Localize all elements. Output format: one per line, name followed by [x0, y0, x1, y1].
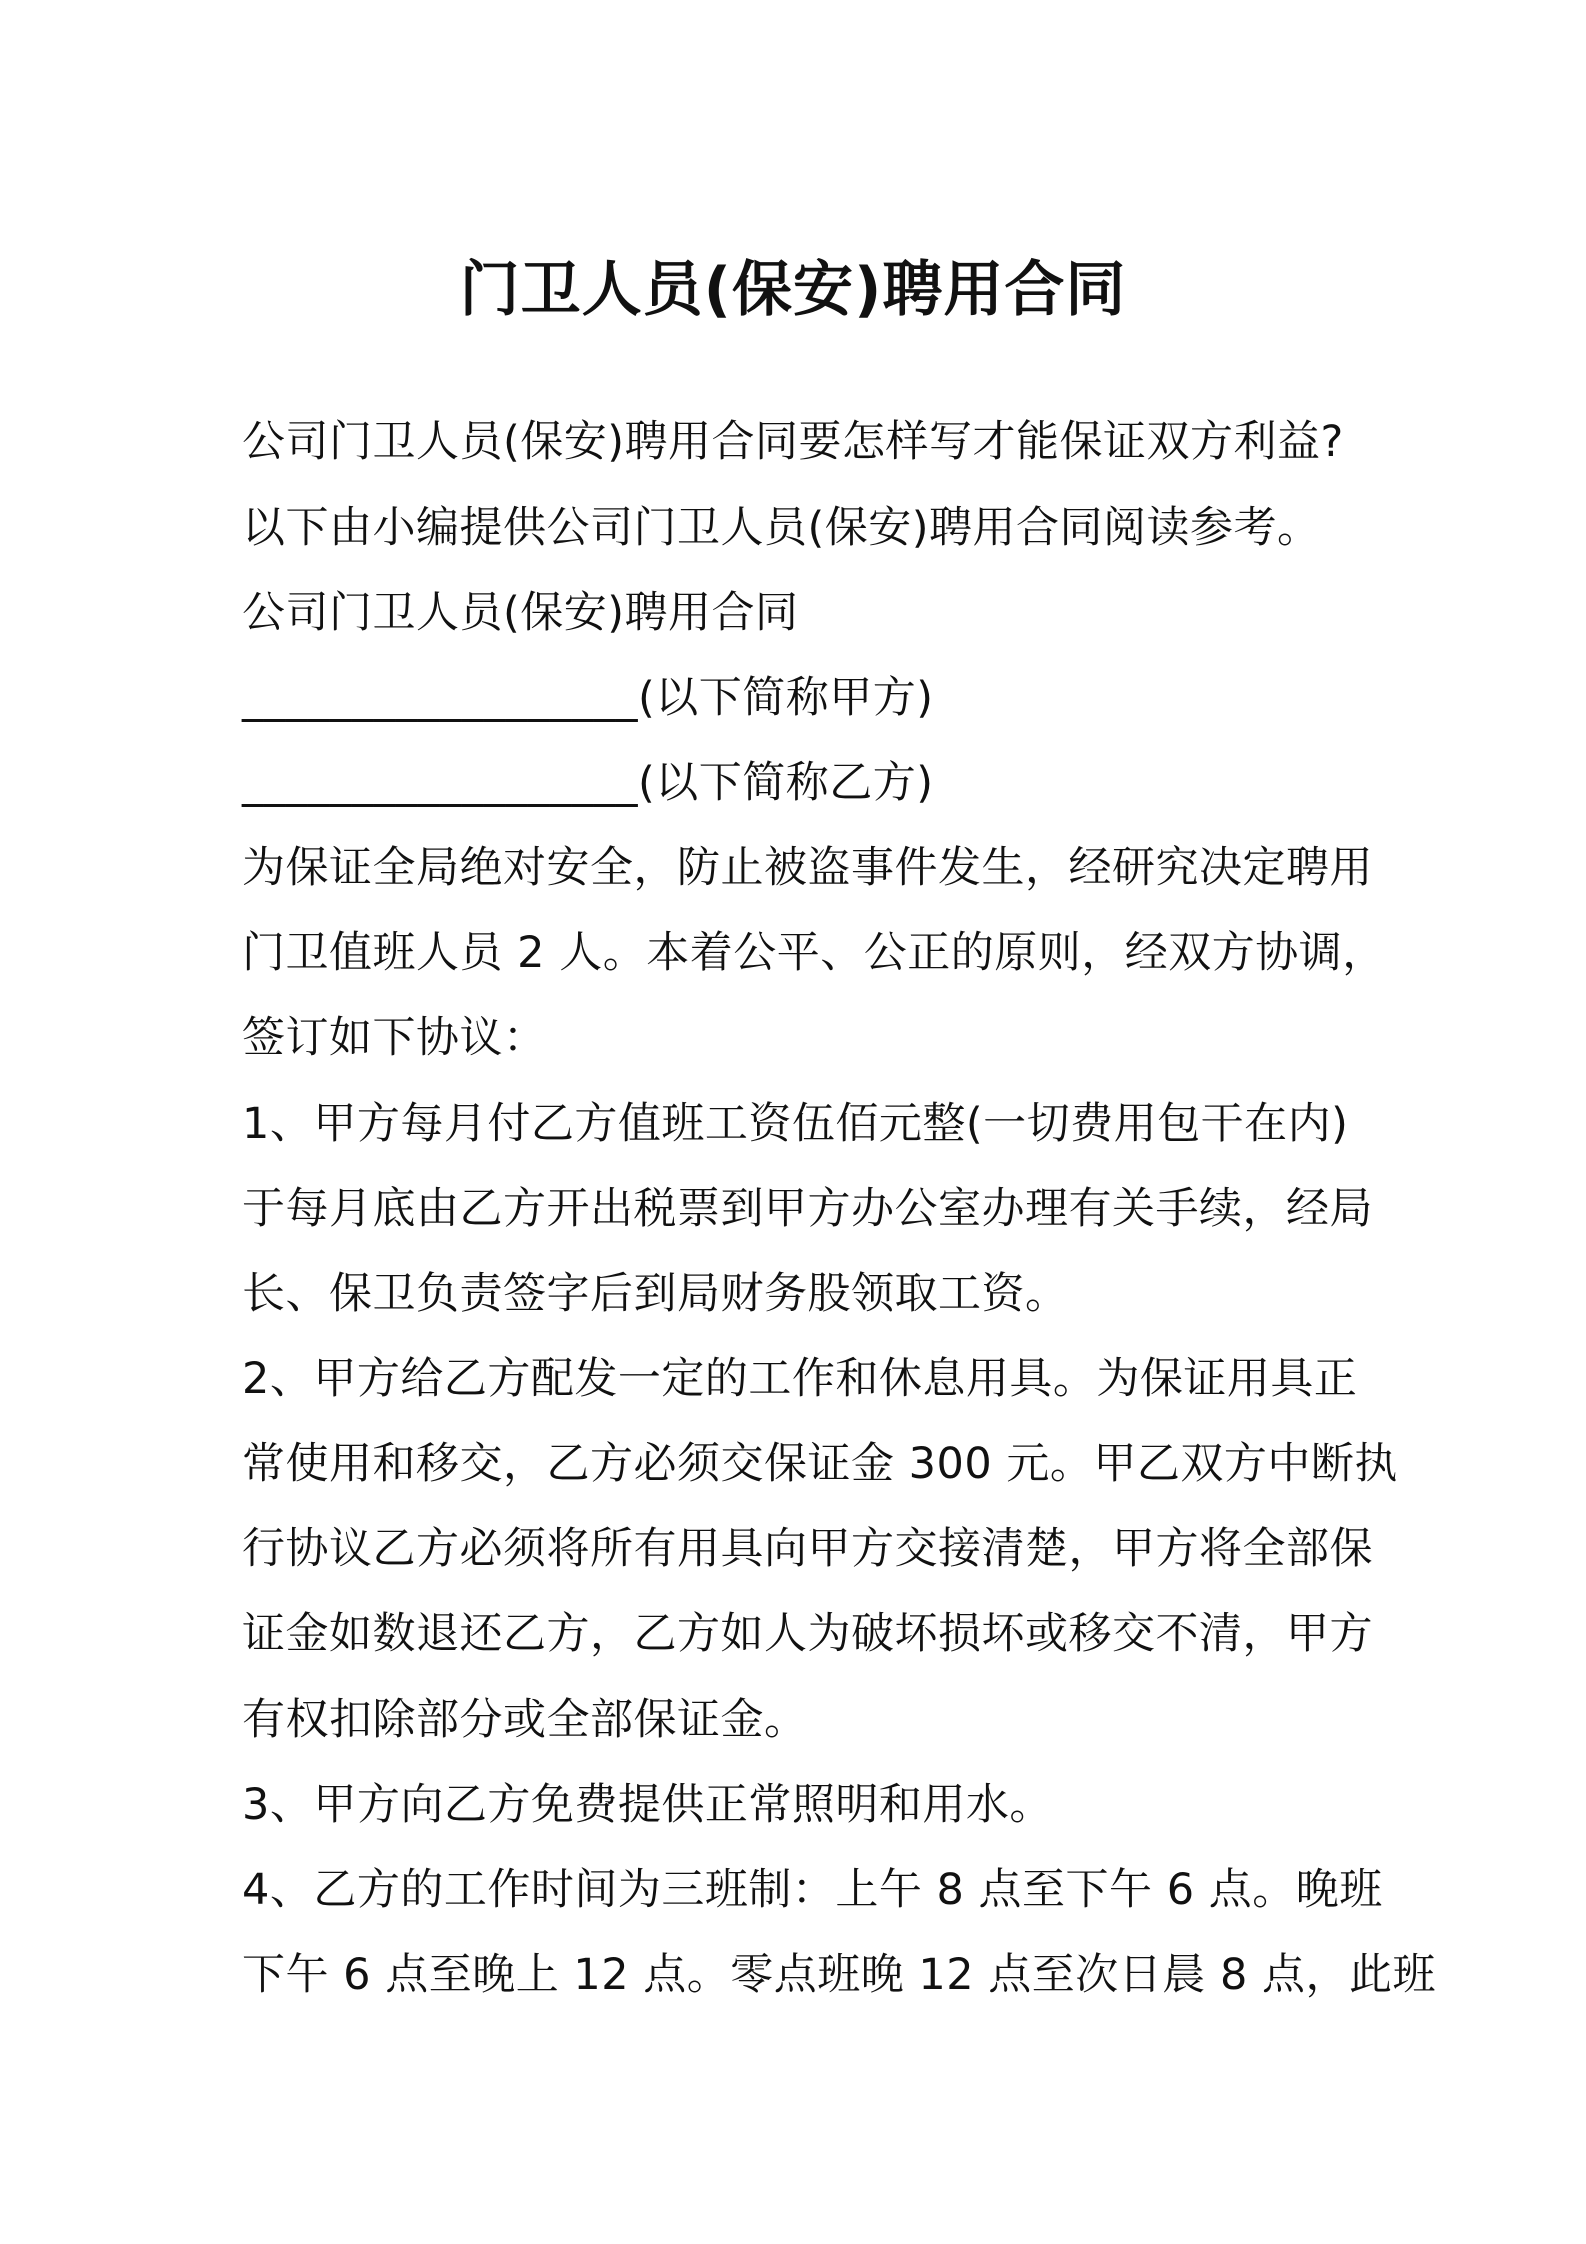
document-title: 门卫人员(保安)聘用合同 — [459, 255, 1127, 325]
paragraph-line: 以下由小编提供公司门卫人员(保安)聘用合同阅读参考。 — [242, 503, 1321, 553]
clause-line: 1、甲方每月付乙方值班工资伍佰元整(一切费用包干在内) — [242, 1099, 1349, 1149]
clause-line: 行协议乙方必须将所有用具向甲方交接清楚，甲方将全部保 — [242, 1524, 1373, 1574]
clause-line: 2、甲方给乙方配发一定的工作和休息用具。为保证用具正 — [242, 1354, 1358, 1404]
clause-line: 常使用和移交，乙方必须交保证金 300 元。甲乙双方中断执 — [242, 1439, 1398, 1489]
paragraph-line: 公司门卫人员(保安)聘用合同 — [242, 588, 799, 638]
paragraph-line: 为保证全局绝对安全，防止被盗事件发生，经研究决定聘用 — [242, 843, 1373, 893]
party-a-line: __________________(以下简称甲方) — [242, 673, 934, 723]
clause-line: 证金如数退还乙方，乙方如人为破坏损坏或移交不清，甲方 — [242, 1609, 1373, 1659]
clause-line: 下午 6 点至晚上 12 点。零点班晚 12 点至次日晨 8 点，此班 — [242, 1950, 1436, 2000]
clause-line: 于每月底由乙方开出税票到甲方办公室办理有关手续，经局 — [242, 1184, 1373, 1234]
clause-line: 3、甲方向乙方免费提供正常照明和用水。 — [242, 1780, 1053, 1830]
clause-line: 4、乙方的工作时间为三班制：上午 8 点至下午 6 点。晚班 — [242, 1865, 1383, 1915]
clause-line: 长、保卫负责签字后到局财务股领取工资。 — [242, 1269, 1069, 1319]
party-b-line: __________________(以下简称乙方) — [242, 758, 934, 808]
paragraph-line: 门卫值班人员 2 人。本着公平、公正的原则，经双方协调， — [242, 928, 1386, 978]
paragraph-line: 公司门卫人员(保安)聘用合同要怎样写才能保证双方利益? — [242, 417, 1344, 467]
paragraph-line: 签订如下协议： — [242, 1013, 547, 1063]
clause-line: 有权扣除部分或全部保证金。 — [242, 1695, 808, 1745]
